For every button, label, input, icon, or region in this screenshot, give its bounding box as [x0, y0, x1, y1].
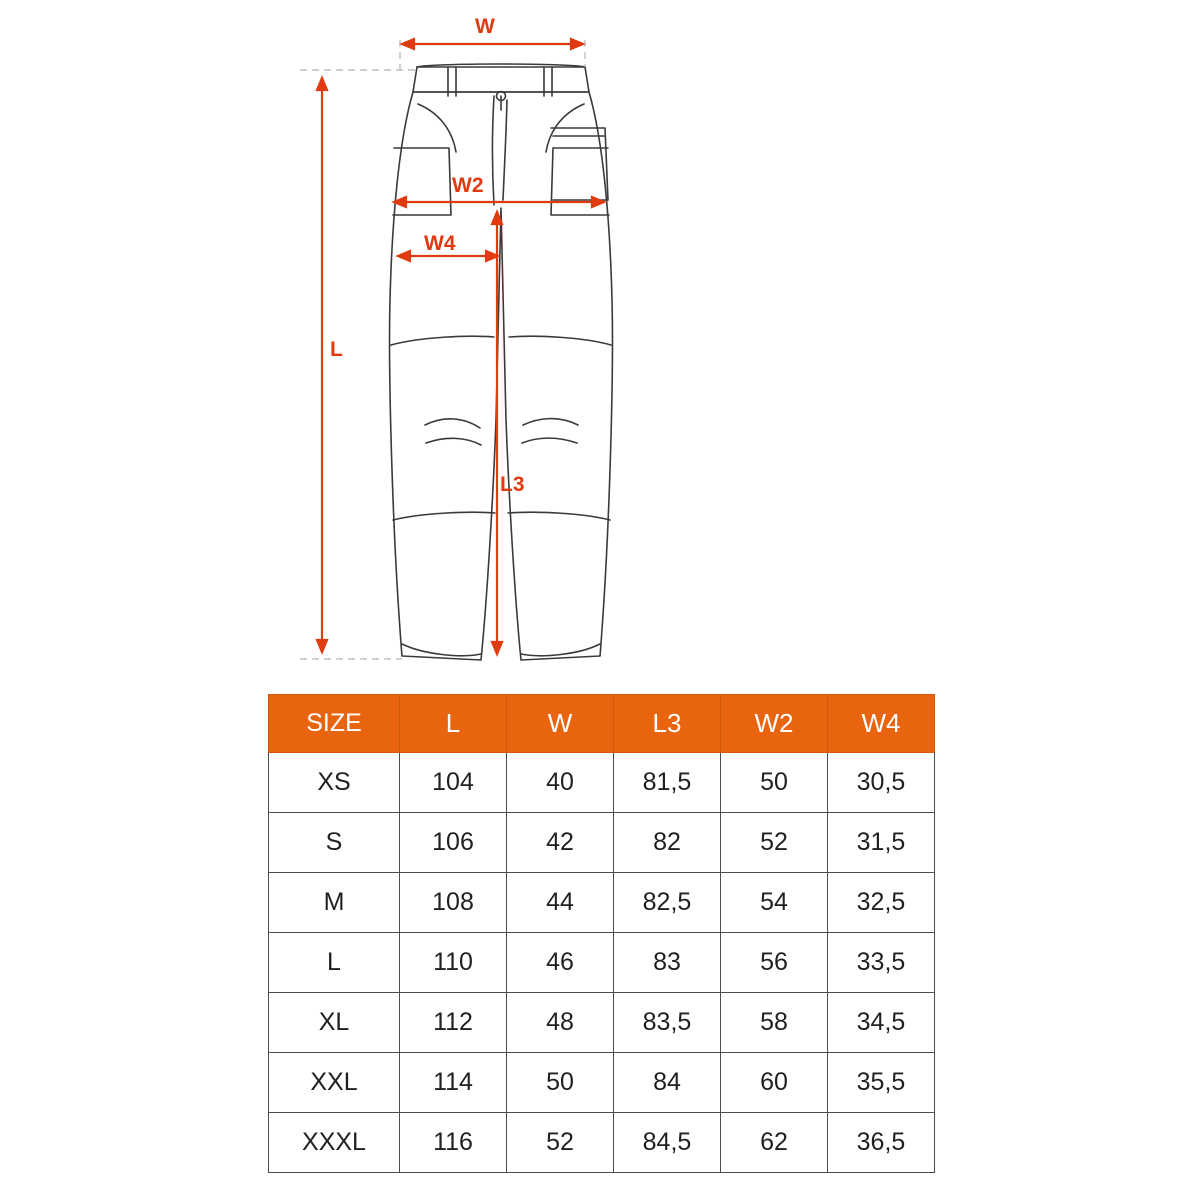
cell-w4: 33,5 [828, 933, 935, 993]
cell-w2: 56 [721, 933, 828, 993]
fly-stitch [503, 100, 507, 200]
cell-size: M [269, 873, 400, 933]
header-l: L [400, 695, 507, 753]
cell-w: 40 [507, 753, 614, 813]
dimension-arrows [317, 39, 604, 654]
cell-l3: 84,5 [614, 1113, 721, 1173]
arrow-w-head-right [571, 39, 583, 49]
knee-dart-right-lower [522, 438, 577, 443]
thigh-panel-right [551, 148, 609, 215]
knee-dart-right-upper [523, 419, 578, 425]
table-row [269, 753, 935, 813]
table-row [269, 1053, 935, 1113]
size-table-container [268, 694, 935, 1173]
arrow-l-head-top [317, 78, 327, 90]
hem-left [402, 644, 481, 656]
dimension-label-w4: W4 [424, 232, 456, 255]
cell-size: L [269, 933, 400, 993]
header-w: W [507, 695, 614, 753]
dimension-label-w: W [475, 15, 495, 38]
cell-w4: 35,5 [828, 1053, 935, 1113]
cell-size: XL [269, 993, 400, 1053]
cell-l: 114 [400, 1053, 507, 1113]
table-row [269, 933, 935, 993]
knee-seam-right-top [509, 336, 611, 345]
cell-w4: 34,5 [828, 993, 935, 1053]
arrow-l-head-bottom [317, 640, 327, 652]
table-row [269, 1113, 935, 1173]
cell-w2: 54 [721, 873, 828, 933]
cell-l3: 81,5 [614, 753, 721, 813]
trousers-body [390, 92, 613, 660]
header-w4: W4 [828, 695, 935, 753]
cell-l3: 83,5 [614, 993, 721, 1053]
cell-w: 46 [507, 933, 614, 993]
pocket-opening-left [418, 104, 456, 152]
knee-seam-left-top [391, 336, 494, 345]
cell-l3: 84 [614, 1053, 721, 1113]
cell-l3: 83 [614, 933, 721, 993]
cell-l3: 82 [614, 813, 721, 873]
cell-w4: 32,5 [828, 873, 935, 933]
cell-w4: 36,5 [828, 1113, 935, 1173]
cell-w: 48 [507, 993, 614, 1053]
cell-size: XXXL [269, 1113, 400, 1173]
cell-l: 110 [400, 933, 507, 993]
cell-l: 106 [400, 813, 507, 873]
header-w2: W2 [721, 695, 828, 753]
knee-dart-left-upper [425, 419, 480, 428]
cell-w: 44 [507, 873, 614, 933]
cell-w: 52 [507, 1113, 614, 1173]
size-table [268, 694, 935, 1173]
waistband [413, 67, 589, 92]
cell-w2: 52 [721, 813, 828, 873]
cell-l: 108 [400, 873, 507, 933]
cell-w: 42 [507, 813, 614, 873]
arrow-l3-head-bottom [492, 642, 502, 654]
cell-size: XXL [269, 1053, 400, 1113]
knee-seam-right-bottom [508, 512, 610, 520]
garment-outline-group [390, 64, 613, 660]
arrow-w2-head-right [592, 197, 604, 207]
dimension-label-w2: W2 [452, 174, 484, 197]
cell-w2: 62 [721, 1113, 828, 1173]
dimension-label-l3: L3 [500, 473, 525, 496]
cell-l: 112 [400, 993, 507, 1053]
cell-size: XS [269, 753, 400, 813]
fly-left [493, 96, 495, 205]
cell-size: S [269, 813, 400, 873]
cell-w: 50 [507, 1053, 614, 1113]
dimension-label-l: L [330, 338, 343, 361]
arrow-w4-head-left [398, 251, 410, 261]
header-l3: L3 [614, 695, 721, 753]
cell-w2: 50 [721, 753, 828, 813]
table-header-row [269, 695, 935, 753]
cell-w2: 58 [721, 993, 828, 1053]
arrow-w-head-left [402, 39, 414, 49]
hem-right [521, 644, 600, 656]
cell-l3: 82,5 [614, 873, 721, 933]
header-size: SIZE [269, 695, 400, 753]
knee-seam-left-bottom [393, 512, 495, 520]
cell-w4: 30,5 [828, 753, 935, 813]
cell-l: 104 [400, 753, 507, 813]
table-row [269, 873, 935, 933]
cell-l: 116 [400, 1113, 507, 1173]
knee-dart-left-lower [426, 438, 481, 445]
cell-w4: 31,5 [828, 813, 935, 873]
cell-w2: 60 [721, 1053, 828, 1113]
table-row [269, 993, 935, 1053]
table-row [269, 813, 935, 873]
